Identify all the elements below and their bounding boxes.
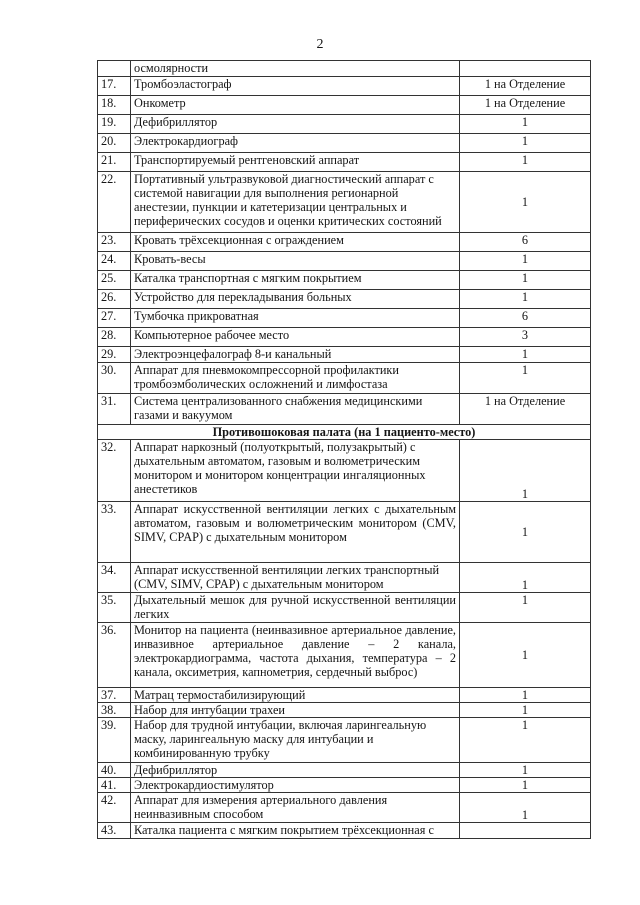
equipment-name: Тромбоэластограф bbox=[131, 77, 460, 96]
table-row bbox=[98, 363, 591, 394]
equipment-quantity: 1 bbox=[460, 252, 591, 271]
row-number bbox=[98, 61, 131, 77]
section-title: Противошоковая палата (на 1 пациенто-место) bbox=[98, 425, 591, 440]
row-number: 38. bbox=[98, 703, 131, 718]
row-number: 23. bbox=[98, 233, 131, 252]
table-row bbox=[98, 778, 591, 793]
equipment-name: Портативный ультразвуковой диагностический аппарат с системой навигации для выполнения регионарной анестезии, пункции и катетеризации центральных и периферических сосудов и оценки критических состояний bbox=[131, 172, 460, 233]
row-number: 17. bbox=[98, 77, 131, 96]
equipment-quantity: 1 bbox=[460, 718, 591, 763]
row-number: 28. bbox=[98, 328, 131, 347]
table-row bbox=[98, 502, 591, 563]
row-number: 24. bbox=[98, 252, 131, 271]
equipment-quantity: 3 bbox=[460, 328, 591, 347]
row-number: 33. bbox=[98, 502, 131, 563]
equipment-name: Онкометр bbox=[131, 96, 460, 115]
equipment-name: Кровать трёхсекционная с ограждением bbox=[131, 233, 460, 252]
equipment-quantity: 1 bbox=[460, 688, 591, 703]
row-number: 43. bbox=[98, 823, 131, 839]
equipment-name: Набор для интубации трахеи bbox=[131, 703, 460, 718]
row-number: 26. bbox=[98, 290, 131, 309]
table-row bbox=[98, 233, 591, 252]
row-number: 32. bbox=[98, 440, 131, 502]
equipment-quantity bbox=[460, 823, 591, 839]
table-row bbox=[98, 134, 591, 153]
table-row bbox=[98, 823, 591, 839]
table-row bbox=[98, 763, 591, 778]
row-number: 34. bbox=[98, 563, 131, 593]
table-row bbox=[98, 703, 591, 718]
equipment-quantity: 1 bbox=[460, 502, 591, 563]
equipment-name: Аппарат искусственной вентиляции легких с дыхательным автоматом, газовым и волюметрическим монитором (CMV, SIMV, CPAP) с дыхательным монитором bbox=[131, 502, 460, 563]
equipment-quantity: 1 на Отделение bbox=[460, 96, 591, 115]
equipment-name: осмолярности bbox=[131, 61, 460, 77]
page-number: 2 bbox=[316, 37, 324, 52]
equipment-quantity: 1 на Отделение bbox=[460, 394, 591, 425]
equipment-quantity bbox=[460, 61, 591, 77]
equipment-name: Каталка транспортная с мягким покрытием bbox=[131, 271, 460, 290]
table-row bbox=[98, 623, 591, 688]
equipment-name: Транспортируемый рентгеновский аппарат bbox=[131, 153, 460, 172]
equipment-name: Монитор на пациента (неинвазивное артериальное давление, инвазивное артериальное давление – 2 канала, электрокардиограмма, частота дыхания, температура – 2 канала, оксиметрия, капнометрия, сердечный выброс) bbox=[131, 623, 460, 688]
equipment-quantity: 1 bbox=[460, 347, 591, 363]
equipment-name: Аппарат искусственной вентиляции легких транспортный (CMV, SIMV, CPAP) с дыхательным монитором bbox=[131, 563, 460, 593]
equipment-name: Каталка пациента с мягким покрытием трёхсекционная с bbox=[131, 823, 460, 839]
equipment-quantity: 1 bbox=[460, 703, 591, 718]
equipment-quantity: 6 bbox=[460, 309, 591, 328]
row-number: 35. bbox=[98, 593, 131, 623]
row-number: 27. bbox=[98, 309, 131, 328]
equipment-quantity: 1 bbox=[460, 793, 591, 823]
table-row bbox=[98, 96, 591, 115]
equipment-name: Матрац термостабилизирующий bbox=[131, 688, 460, 703]
equipment-name: Кровать-весы bbox=[131, 252, 460, 271]
equipment-name: Набор для трудной интубации, включая ларингеальную маску, ларингеальную маску для интубации и комбинированную трубку bbox=[131, 718, 460, 763]
table-row bbox=[98, 440, 591, 502]
row-number: 21. bbox=[98, 153, 131, 172]
table-row bbox=[98, 115, 591, 134]
equipment-rows-a bbox=[98, 61, 591, 425]
row-number: 42. bbox=[98, 793, 131, 823]
equipment-quantity: 1 bbox=[460, 290, 591, 309]
table-row bbox=[98, 77, 591, 96]
equipment-name: Аппарат наркозный (полуоткрытый, полузакрытый) с дыхательным автоматом, газовым и волюметрическим монитором и монитором концентрации ингаляционных анестетиков bbox=[131, 440, 460, 502]
table-row bbox=[98, 271, 591, 290]
table-row bbox=[98, 793, 591, 823]
row-number: 18. bbox=[98, 96, 131, 115]
table-row bbox=[98, 718, 591, 763]
equipment-quantity: 1 bbox=[460, 134, 591, 153]
table-row bbox=[98, 593, 591, 623]
equipment-name: Электрокардиостимулятор bbox=[131, 778, 460, 793]
equipment-quantity: 1 bbox=[460, 440, 591, 502]
equipment-quantity: 1 bbox=[460, 271, 591, 290]
row-number: 29. bbox=[98, 347, 131, 363]
equipment-name: Дыхательный мешок для ручной искусственной вентиляции легких bbox=[131, 593, 460, 623]
row-number: 37. bbox=[98, 688, 131, 703]
equipment-name: Электрокардиограф bbox=[131, 134, 460, 153]
equipment-name: Электроэнцефалограф 8-и канальный bbox=[131, 347, 460, 363]
row-number: 25. bbox=[98, 271, 131, 290]
equipment-name: Дефибриллятор bbox=[131, 115, 460, 134]
row-number: 19. bbox=[98, 115, 131, 134]
equipment-quantity: 1 bbox=[460, 153, 591, 172]
equipment-name: Дефибриллятор bbox=[131, 763, 460, 778]
table-row bbox=[98, 563, 591, 593]
row-number: 22. bbox=[98, 172, 131, 233]
row-number: 31. bbox=[98, 394, 131, 425]
equipment-quantity: 1 bbox=[460, 593, 591, 623]
table-row bbox=[98, 61, 591, 77]
equipment-quantity: 1 bbox=[460, 623, 591, 688]
equipment-quantity: 1 bbox=[460, 563, 591, 593]
equipment-name: Тумбочка прикроватная bbox=[131, 309, 460, 328]
table-row bbox=[98, 172, 591, 233]
equipment-name: Система централизованного снабжения медицинскими газами и вакуумом bbox=[131, 394, 460, 425]
table-row bbox=[98, 309, 591, 328]
table-row bbox=[98, 394, 591, 425]
row-number: 36. bbox=[98, 623, 131, 688]
equipment-name: Устройство для перекладывания больных bbox=[131, 290, 460, 309]
section-header bbox=[98, 425, 591, 440]
section-row bbox=[98, 425, 591, 440]
row-number: 20. bbox=[98, 134, 131, 153]
table-row bbox=[98, 328, 591, 347]
equipment-rows-b bbox=[98, 440, 591, 839]
row-number: 41. bbox=[98, 778, 131, 793]
table-row bbox=[98, 688, 591, 703]
equipment-quantity: 6 bbox=[460, 233, 591, 252]
equipment-name: Аппарат для измерения артериального давления неинвазивным способом bbox=[131, 793, 460, 823]
equipment-quantity: 1 bbox=[460, 363, 591, 394]
row-number: 39. bbox=[98, 718, 131, 763]
equipment-table bbox=[97, 60, 591, 839]
equipment-name: Компьютерное рабочее место bbox=[131, 328, 460, 347]
equipment-quantity: 1 bbox=[460, 763, 591, 778]
equipment-quantity: 1 bbox=[460, 778, 591, 793]
table-row bbox=[98, 153, 591, 172]
equipment-quantity: 1 на Отделение bbox=[460, 77, 591, 96]
equipment-quantity: 1 bbox=[460, 172, 591, 233]
table-row bbox=[98, 252, 591, 271]
equipment-quantity: 1 bbox=[460, 115, 591, 134]
row-number: 40. bbox=[98, 763, 131, 778]
row-number: 30. bbox=[98, 363, 131, 394]
table-row bbox=[98, 290, 591, 309]
table-row bbox=[98, 347, 591, 363]
equipment-name: Аппарат для пневмокомпрессорной профилактики тромбоэмболических осложнений и лимфостаза bbox=[131, 363, 460, 394]
